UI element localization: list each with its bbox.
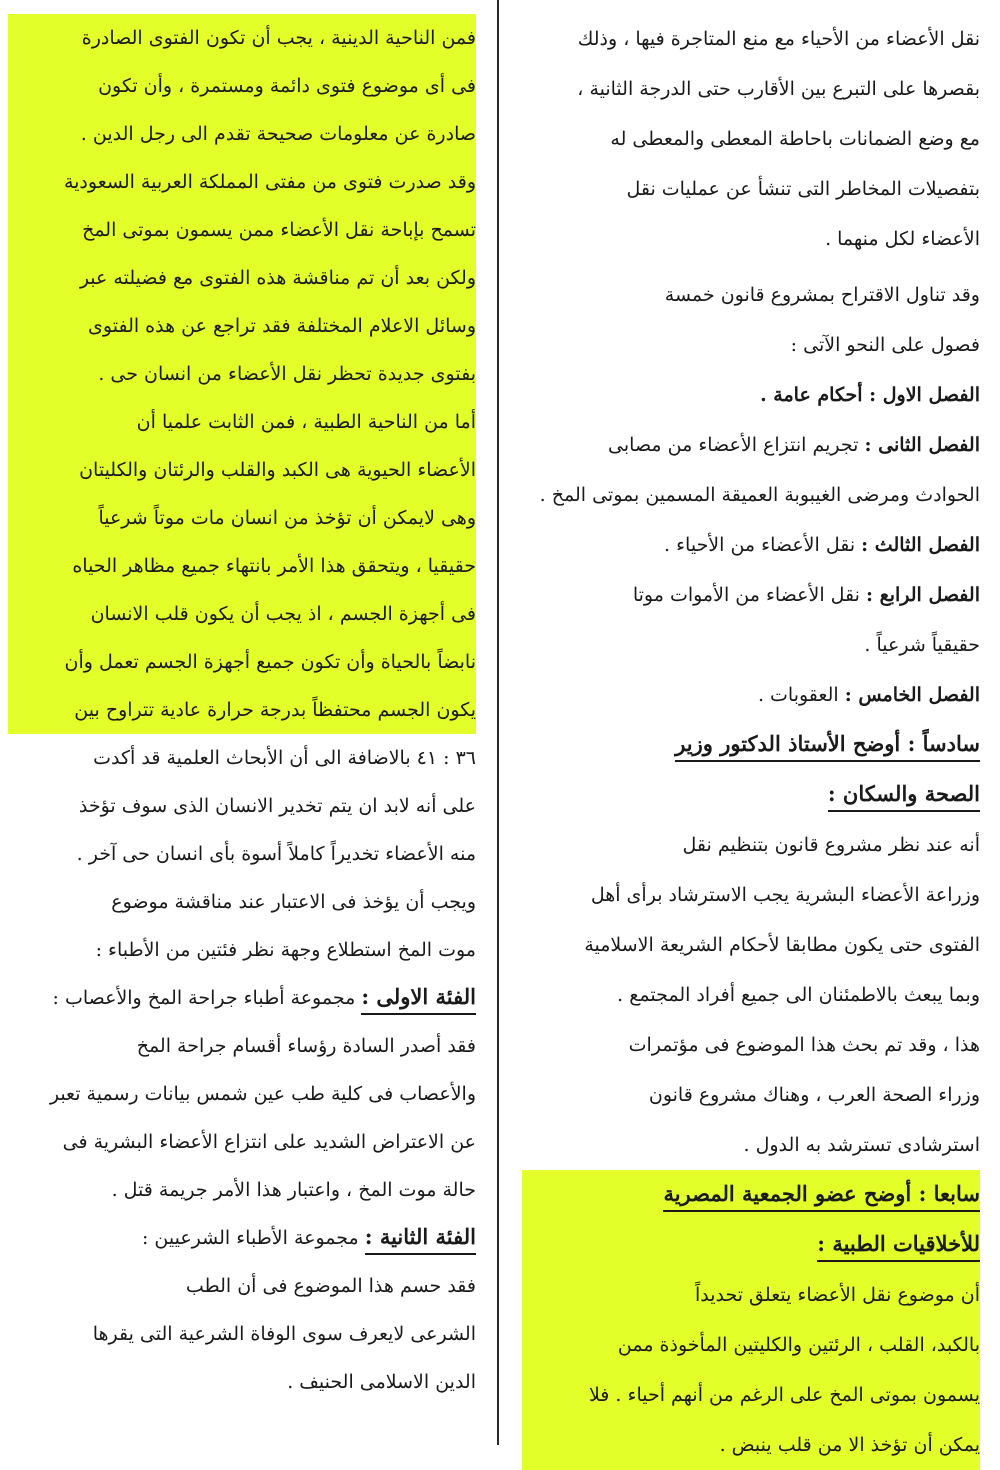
- section-heading: الصحة والسكان :: [522, 770, 980, 820]
- highlighted-line: يسمون بموتى المخ على الرغم من أنهم أحياء . فلا: [522, 1370, 980, 1420]
- chapter-line: [522, 420, 980, 470]
- highlighted-line: فى أجهزة الجسم ، اذ يجب أن يكون قلب الانسان: [90, 603, 476, 625]
- highlighted-line: الأعضاء الحيوية هى الكبد والقلب والرئتان والكليتان: [79, 459, 476, 481]
- chapter-text: نقل الأعضاء من الأموات موتا: [632, 584, 866, 606]
- text-line: الشرعى لايعرف سوى الوفاة الشرعية التى يقرها: [92, 1323, 476, 1345]
- highlighted-line: فمن الناحية الدينية ، يجب أن تكون الفتوى الصادرة: [81, 27, 476, 49]
- chapter-text: تجريم انتزاع الأعضاء من مصابى: [608, 434, 865, 456]
- text-line: ويجب أن يؤخذ فى الاعتبار عند مناقشة موضوع: [111, 891, 476, 913]
- text-line: فصول على النحو الآتى :: [790, 334, 980, 356]
- highlighted-line: صادرة عن معلومات صحيحة تقدم الى رجل الدين .: [80, 123, 476, 145]
- text-line: موت المخ استطلاع وجهة نظر فئتين من الأطباء :: [95, 939, 476, 961]
- highlighted-line: نابضاً بالحياة وأن تكون جميع أجهزة الجسم تعمل وأن: [64, 651, 476, 673]
- group-text: مجموعة أطباء جراحة المخ والأعصاب :: [52, 987, 362, 1009]
- text-line: استرشادى تسترشد به الدول .: [743, 1134, 980, 1156]
- highlighted-line: وهى لايمكن أن تؤخذ من انسان مات موتاً شرعياً: [98, 507, 476, 529]
- text-line: الفتوى حتى يكون مطابقا لأحكام الشريعة الاسلامية: [584, 934, 980, 956]
- group-text: مجموعة الأطباء الشرعيين :: [141, 1227, 365, 1249]
- text-line: فقد حسم هذا الموضوع فى أن الطب: [185, 1275, 476, 1297]
- right-column: [522, 14, 980, 1470]
- text-line: والأعصاب فى كلية طب عين شمس بيانات رسمية تعبر: [49, 1083, 476, 1105]
- chapter-label: الفصل الخامس :: [844, 684, 980, 706]
- text-line: هذا ، وقد تم بحث هذا الموضوع فى مؤتمرات: [628, 1034, 980, 1056]
- text-line: الدين الاسلامى الحنيف .: [287, 1371, 476, 1393]
- highlighted-line: حقيقيا ، ويتحقق هذا الأمر بانتهاء جميع مظاهر الحياه: [72, 555, 476, 577]
- chapter-text: حقيقياً شرعياً .: [864, 634, 980, 656]
- highlighted-line: وقد صدرت فتوى من مفتى المملكة العربية السعودية: [63, 171, 476, 193]
- highlighted-heading: للأخلاقيات الطبية :: [522, 1220, 980, 1270]
- text-line: وقد تناول الاقتراح بمشروع قانون خمسة: [664, 284, 980, 306]
- chapter-text: نقل الأعضاء من الأحياء .: [664, 534, 862, 556]
- highlighted-line: تسمح بإباحة نقل الأعضاء ممن يسمون بموتى المخ: [82, 219, 476, 241]
- chapter-line: [522, 370, 980, 420]
- section-heading: سادساً : أوضح الأستاذ الدكتور وزير: [522, 720, 980, 770]
- chapter-line: [522, 670, 980, 720]
- chapter-line: [522, 520, 980, 570]
- text-line: وبما يبعث بالاطمئنان الى جميع أفراد المجتمع .: [617, 984, 980, 1006]
- column-divider: [497, 0, 499, 1445]
- chapter-text: أحكام عامة .: [760, 384, 870, 406]
- group-label: الفئة الثانية :: [365, 1221, 476, 1255]
- text-line: عن الاعتراض الشديد على انتزاع الأعضاء البشرية فى: [62, 1131, 476, 1153]
- chapter-text: العقوبات .: [757, 684, 845, 706]
- highlighted-heading: سابعا : أوضح عضو الجمعية المصرية: [522, 1170, 980, 1220]
- chapter-line: [522, 470, 980, 520]
- highlighted-line: يكون الجسم محتفظاً بدرجة حرارة عادية تتراوح بين: [74, 699, 476, 721]
- text-line: أنه عند نظر مشروع قانون بتنظيم نقل: [682, 834, 980, 856]
- text-line: حالة موت المخ ، واعتبار هذا الأمر جريمة قتل .: [111, 1179, 476, 1201]
- text-line: منه الأعضاء تخديراً كاملاً أسوة بأى انسان حى آخر .: [76, 843, 476, 865]
- highlighted-line: أما من الناحية الطبية ، فمن الثابت علميا أن: [136, 411, 476, 433]
- highlighted-line: يمكن أن تؤخذ الا من قلب ينبض .: [522, 1420, 980, 1470]
- chapter-label: الفصل الثانى :: [864, 434, 980, 456]
- group-heading: [8, 974, 476, 1022]
- chapter-line: [522, 570, 980, 620]
- group-heading: [8, 1214, 476, 1262]
- highlighted-line: بفتوى جديدة تحظر نقل الأعضاء من انسان حى .: [98, 363, 476, 385]
- highlighted-line: وسائل الاعلام المختلفة فقد تراجع عن هذه الفتوى: [88, 315, 476, 337]
- highlighted-block: [8, 14, 476, 734]
- text-line: وزراعة الأعضاء البشرية يجب الاسترشاد برأى أهل: [590, 884, 980, 906]
- chapter-line: [522, 620, 980, 670]
- highlighted-line: فى أى موضوع فتوى دائمة ومستمرة ، وأن تكون: [98, 75, 476, 97]
- chapter-label: الفصل الاول :: [869, 384, 980, 406]
- text-line: الأعضاء لكل منهما .: [825, 228, 980, 250]
- text-line: نقل الأعضاء من الأحياء مع منع المتاجرة فيها ، وذلك: [577, 28, 980, 50]
- text-line: على أنه لابد ان يتم تخدير الانسان الذى سوف تؤخذ: [78, 795, 476, 817]
- text-line: بقصرها على التبرع بين الأقارب حتى الدرجة الثانية ،: [577, 78, 980, 100]
- chapter-label: الفصل الثالث :: [861, 534, 980, 556]
- chapter-label: الفصل الرابع :: [865, 584, 980, 606]
- text-line: ٣٦ : ٤١ بالاضافة الى أن الأبحاث العلمية قد أكدت: [93, 747, 476, 769]
- text-line: فقد أصدر السادة رؤساء أقسام جراحة المخ: [136, 1035, 476, 1057]
- left-column: [8, 14, 476, 1406]
- text-line: وزراء الصحة العرب ، وهناك مشروع قانون: [648, 1084, 980, 1106]
- text-line: مع وضع الضمانات باحاطة المعطى والمعطى له: [610, 128, 980, 150]
- chapter-text: الحوادث ومرضى الغيبوبة العميقة المسمين بموتى المخ .: [539, 484, 980, 506]
- highlighted-line: ولكن بعد أن تم مناقشة هذه الفتوى مع فضيلته عبر: [79, 267, 476, 289]
- highlighted-line: بالكبد، القلب ، الرئتين والكليتين المأخوذة ممن: [522, 1320, 980, 1370]
- group-label: الفئة الاولى :: [361, 981, 476, 1015]
- text-line: بتفصيلات المخاطر التى تنشأ عن عمليات نقل: [626, 178, 980, 200]
- highlighted-line: أن موضوع نقل الأعضاء يتعلق تحديداً: [522, 1270, 980, 1320]
